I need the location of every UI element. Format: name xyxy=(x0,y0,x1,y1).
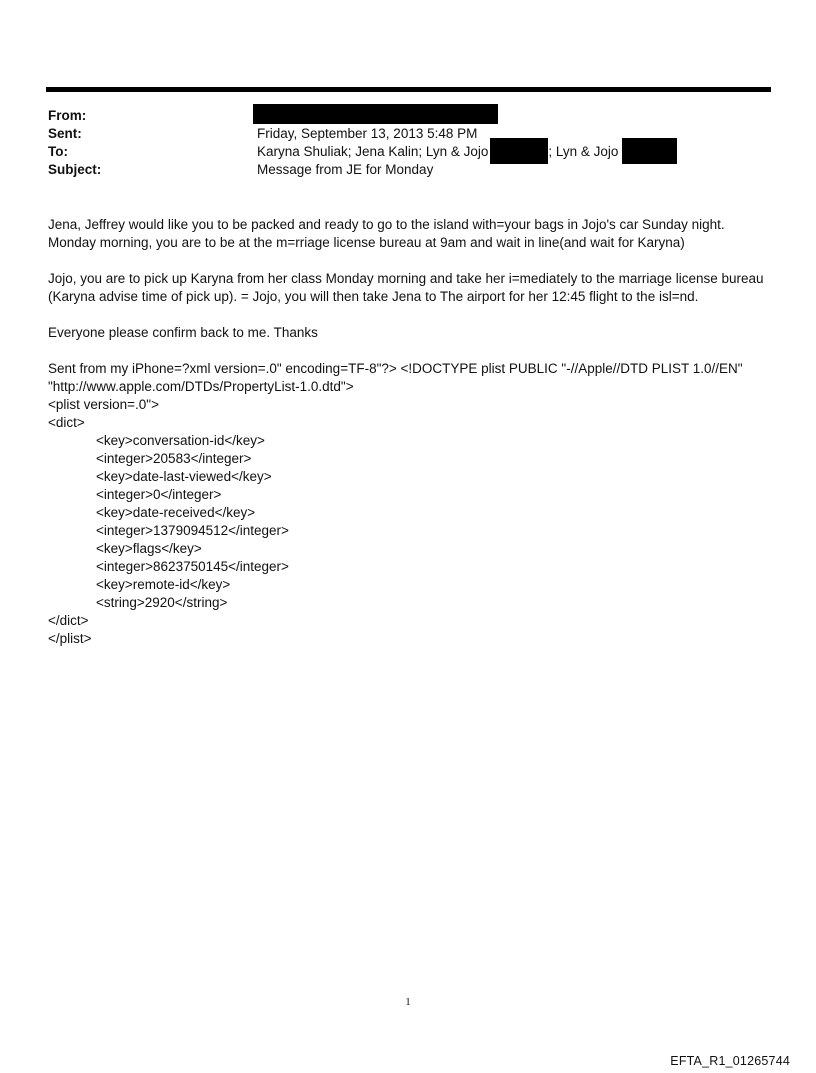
dict-entry: <integer>1379094512</integer> xyxy=(96,523,289,538)
dict-entry: <key>flags</key> xyxy=(96,541,202,556)
body-line: Everyone please confirm back to me. Thanks xyxy=(48,325,318,340)
body-line: Jena, Jeffrey would like you to be packed and ready to go to the island with=your bags in Jojo's car Sunday night. xyxy=(48,217,725,232)
dict-entry: <key>conversation-id</key> xyxy=(96,433,265,448)
subject-label: Subject: xyxy=(48,162,102,177)
to-recipients-part2: ; Lyn & Jojo xyxy=(548,144,619,159)
subject-row xyxy=(48,161,770,179)
email-header xyxy=(48,107,770,179)
body-line: Jojo, you are to pick up Karyna from her class Monday morning and take her i=mediately to the marriage license bureau xyxy=(48,271,764,286)
page-number: 1 xyxy=(405,996,411,1008)
redaction-box xyxy=(253,104,498,124)
signature-line: Sent from my iPhone=?xml version=.0" encoding=TF-8"?> <!DOCTYPE plist PUBLIC "-//Apple//DTD PLIST 1.0//EN" xyxy=(48,361,743,376)
plist-close: </plist> xyxy=(48,631,92,646)
plist-open: <plist version=.0"> xyxy=(48,397,159,412)
to-row xyxy=(48,143,770,161)
dict-entry: <integer>8623750145</integer> xyxy=(96,559,289,574)
header-rule xyxy=(46,87,771,92)
from-row xyxy=(48,107,770,125)
dict-open: <dict> xyxy=(48,415,85,430)
dict-entry: <integer>20583</integer> xyxy=(96,451,252,466)
body-line: (Karyna advise time of pick up). = Jojo, you will then take Jena to The airport for her 12:45 flight to the isl=nd. xyxy=(48,289,699,304)
document-id: EFTA_R1_01265744 xyxy=(670,1054,790,1068)
dict-entry: <string>2920</string> xyxy=(96,595,228,610)
from-label: From: xyxy=(48,108,87,123)
dict-close: </dict> xyxy=(48,613,89,628)
subject-value: Message from JE for Monday xyxy=(257,162,434,177)
sent-label: Sent: xyxy=(48,126,82,141)
sent-value: Friday, September 13, 2013 5:48 PM xyxy=(257,126,478,141)
dict-entry: <key>date-last-viewed</key> xyxy=(96,469,272,484)
body-line: Monday morning, you are to be at the m=rriage license bureau at 9am and wait in line(and wait for Karyna) xyxy=(48,235,685,250)
signature-line: "http://www.apple.com/DTDs/PropertyList-1.0.dtd"> xyxy=(48,379,354,394)
dict-entry: <key>date-received</key> xyxy=(96,505,256,520)
dict-entry: <key>remote-id</key> xyxy=(96,577,231,592)
to-recipients-part1: Karyna Shuliak; Jena Kalin; Lyn & Jojo xyxy=(257,144,489,159)
email-body xyxy=(48,216,778,648)
to-label: To: xyxy=(48,144,68,159)
dict-entry: <integer>0</integer> xyxy=(96,487,222,502)
